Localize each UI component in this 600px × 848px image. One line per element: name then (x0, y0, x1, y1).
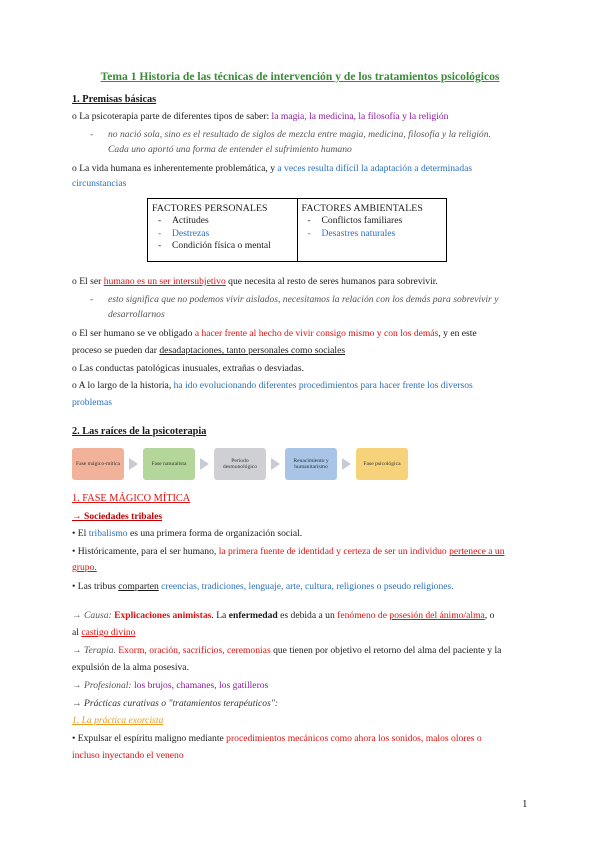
highlight-text: a veces resulta difícil la adaptación a determinadas (277, 163, 473, 174)
highlight-text: a hacer frente al hecho de vivir consigo mismo y con los demás (194, 328, 439, 339)
text: que necesita al resto de seres humanos para sobrevivir. (225, 276, 438, 287)
highlight-text: tribalismo (88, 528, 128, 539)
paragraph-conductas: o Las conductas patológicas inusuales, extrañas o desviadas. (72, 363, 305, 374)
arrow-right-icon (200, 458, 209, 470)
text: al (72, 627, 82, 638)
paragraph-historia-cont: problemas (72, 397, 112, 408)
highlight-text: la magia, la medicina, la filosofía y la religión (271, 111, 449, 122)
underlined-text: castigo divino (81, 627, 136, 638)
phase-box-magico: Fase mágico-mítica (72, 448, 124, 480)
bold-text: enfermedad (228, 610, 278, 621)
line-practicas: → Prácticas curativas o "tratamientos terapéuticos": (72, 698, 279, 709)
highlight-text: Explicaciones animistas (114, 610, 212, 621)
text: que tienen por objetivo el retorno del alma del paciente y la (270, 645, 502, 656)
line-terapia (72, 644, 501, 658)
text: • El (72, 528, 89, 539)
phase-box-renacimiento: Renacimiento y humanitarismo (285, 448, 337, 480)
highlight-text: la primera fuente de identidad y certeza de ser un individuo (218, 546, 447, 557)
factor-item: - Conflictos familiares (302, 215, 443, 228)
factor-item: - Condición física o mental (152, 240, 293, 253)
factor-item: - Desastres naturales (302, 228, 443, 241)
factors-personal-column (148, 199, 297, 261)
text: • Históricamente, para el ser humano, (72, 546, 219, 557)
text: → Terapia. (72, 645, 119, 656)
sub-note-1b: Cada uno aportó una forma de entender el sufrimiento humano (108, 144, 352, 155)
text: es debida a un (277, 610, 338, 621)
line-profesional (72, 679, 268, 693)
line-causa-cont (72, 626, 135, 640)
dash-bullet: - (90, 129, 94, 140)
bullet-identidad-cont: grupo. (72, 562, 97, 573)
arrow-right-icon (342, 458, 351, 470)
practice-exorcista-heading: 1. La práctica exorcista (72, 715, 164, 726)
paragraph-historia (72, 379, 473, 393)
text: . La (211, 610, 229, 621)
underlined-text: comparten (118, 581, 159, 592)
section-2-heading: 2. Las raíces de la psicoterapia (72, 426, 207, 437)
sub-note-1a: no nació sola, sino es el resultado de siglos de mezcla entre magia, medicina, filosofía y la religión. (108, 129, 491, 140)
highlight-text: Exorm, oración, sacrificios, ceremonias (118, 645, 271, 656)
paragraph-obligado-cont (72, 344, 345, 358)
factors-table (147, 198, 447, 262)
text: proceso se pueden dar (72, 345, 160, 356)
highlight-text: humano es un ser intersubjetivo (103, 276, 226, 287)
text: o La vida humana es inherentemente problemática, y (72, 163, 278, 174)
paragraph-psicoterapia (72, 110, 448, 124)
page-number: 1 (522, 798, 528, 810)
text: → Causa: (72, 610, 115, 621)
factor-item: - Actitudes (152, 215, 293, 228)
text: , o (484, 610, 495, 621)
sub-note-2b: desarrollarnos (108, 309, 165, 320)
factors-environment-header: FACTORES AMBIENTALES (301, 203, 423, 214)
underlined-text: pertenece a un (449, 546, 505, 557)
paragraph-vida-humana-cont: circunstancias (72, 178, 127, 189)
phases-flow-diagram (72, 448, 408, 480)
highlight-text: ha ido evolucionando diferentes procedimientos para hacer frente los diversos (173, 380, 473, 391)
line-causa (72, 609, 494, 623)
highlight-text: creencias, tradiciones, lenguaje, arte, cultura, religiones o pseudo religiones. (158, 581, 454, 592)
sub-heading-sociedades: → Sociedades tribales (72, 511, 163, 522)
text: o A lo largo de la historia, (72, 380, 174, 391)
text: , y en este (438, 328, 477, 339)
paragraph-intersubjetivo (72, 275, 438, 289)
underlined-text: desadaptaciones, tanto personales como sociales (159, 345, 346, 356)
text: o El ser humano se ve obligado (72, 328, 195, 339)
bullet-tribalismo (72, 527, 302, 541)
paragraph-obligado (72, 327, 477, 341)
arrow-right-icon (129, 458, 138, 470)
bullet-expulsar-cont: incluso inyectando el veneno (72, 750, 184, 761)
arrow-right-icon (271, 458, 280, 470)
bullet-comparten (72, 580, 454, 594)
text: • Expulsar el espíritu maligno mediante (72, 733, 227, 744)
section-3-heading: 1. FASE MÁGICO MÍTICA (72, 493, 191, 504)
dash-bullet: - (90, 294, 94, 305)
bullet-identidad (72, 545, 505, 559)
bullet-expulsar (72, 732, 482, 746)
text: → Profesional: (72, 680, 134, 691)
text: o La psicoterapia parte de diferentes tipos de saber: (72, 111, 272, 122)
phase-box-psicologica: Fase psicológica (356, 448, 408, 480)
section-1-heading: 1. Premisas básicas (72, 94, 157, 105)
factor-item: - Destrezas (152, 228, 293, 241)
line-terapia-cont: expulsión de la alma posesiva. (72, 662, 189, 673)
text: o El ser (72, 276, 104, 287)
phase-box-desmonologico: Período desmonológico (214, 448, 266, 480)
highlight-text: procedimientos mecánicos como ahora los sonidos, malos olores o (226, 733, 482, 744)
factors-environment-column (297, 199, 447, 261)
phase-box-naturalista: Fase naturalista (143, 448, 195, 480)
paragraph-vida-humana (72, 162, 472, 176)
highlight-text: fenómeno de (337, 610, 387, 621)
text: es una primera forma de organización social. (127, 528, 303, 539)
factors-personal-header: FACTORES PERSONALES (152, 203, 268, 214)
underlined-text: posesión del ánimo/alma (389, 610, 485, 621)
text: • Las tribus (72, 581, 119, 592)
highlight-text: los brujos, chamanes, los gatilleros (134, 680, 269, 691)
sub-note-2a: esto significa que no podemos vivir aislados, necesitamos la relación con los demás para sobrevivir y (108, 294, 499, 305)
page-title: Tema 1 Historia de las técnicas de intervención y de los tratamientos psicológicos (100, 70, 500, 83)
